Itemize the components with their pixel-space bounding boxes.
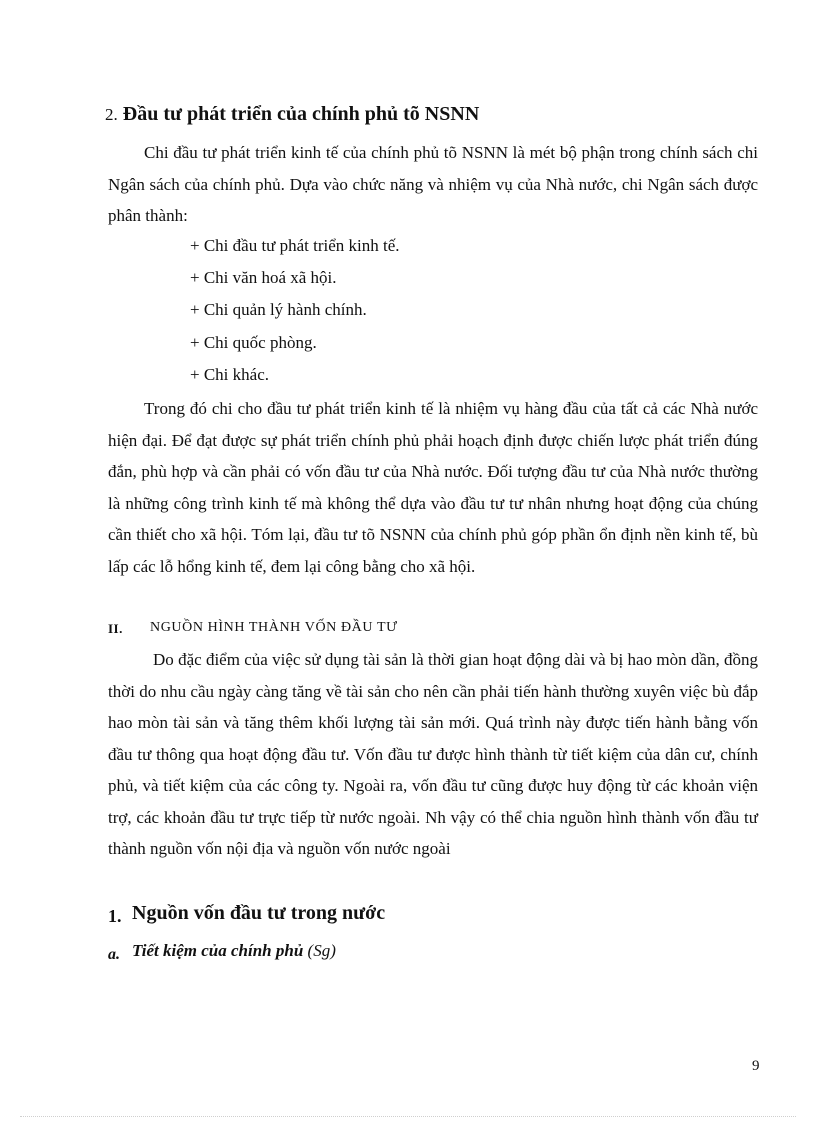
list-item: + Chi quốc phòng. <box>190 333 317 352</box>
list-item: + Chi văn hoá xã hội. <box>190 268 337 287</box>
list-item: + Chi khác. <box>190 365 269 384</box>
heading-1-text: Nguồn vốn đầu tư trong nước <box>132 902 386 924</box>
paragraph-2: Trong đó chi cho đầu tư phát triển kinh tế là nhiệm vụ hàng đầu của tất cả các Nhà nước hiện đại. Để đạt được sự phát triển chính phủ phải hoạch định được chiến lược phát triển đúng đắn, phù hợp và cần phải có vốn đầu tư của Nhà nước. Đối tượng đầu tư của Nhà nước thường là những công trình kinh tế mà không thể dựa vào đầu tư tư nhân nhưng hoạt động của chúng cần thiết cho xã hội. Tóm lại, đầu tư tõ NSNN của chính phủ góp phần ổn định nền kinh tế, bù lấp các lỗ hổng kinh tế, đem lại công bằng cho xã hội. <box>108 399 758 576</box>
heading-2-text: Đầu tư phát triển của chính phủ tõ NSNN <box>122 103 480 125</box>
paragraph-1: Chi đầu tư phát triển kinh tế của chính phủ tõ NSNN là mét bộ phận trong chính sách chi Ngân sách của chính phủ. Dựa vào chức năng và nhiệm vụ của Nhà nước, chi Ngân sách được phân thành: <box>108 143 758 225</box>
section-title: NGUỒN HÌNH THÀNH VỐN ĐẦU TƯ <box>150 620 398 635</box>
heading-2-number: 2. <box>105 105 118 124</box>
section-roman-numeral: II. <box>108 621 123 636</box>
heading-3-symbol: (Sg) <box>307 941 336 960</box>
page-bottom-border <box>20 1116 796 1117</box>
list-item: + Chi đầu tư phát triển kinh tế. <box>190 236 400 255</box>
heading-3-text: Tiết kiệm của chính phủ <box>132 941 304 960</box>
heading-1-number: 1. <box>108 906 122 926</box>
paragraph-3: Do đặc điểm của việc sử dụng tài sản là thời gian hoạt động dài và bị hao mòn dần, đồng thời do nhu cầu ngày càng tăng về tài sản cho nên cần phải tiến hành thường xuyên việc bù đắp hao mòn tài sản và tăng thêm khối lượng tài sản mới. Quá trình này được tiến hành bằng vốn đầu tư thông qua hoạt động đầu tư. Vốn đầu tư được hình thành từ tiết kiệm của dân cư, chính phủ, và tiết kiệm của các công ty. Ngoài ra, vốn đầu tư cũng được huy động từ các khoản viện trợ, các khoản đầu tư trực tiếp từ nước ngoài. Nh vậy có thể chia nguồn hình thành vốn đầu tư thành nguồn vốn nội địa và nguồn vốn nước ngoài <box>108 650 758 858</box>
page-number: 9 <box>752 1058 760 1074</box>
heading-3-letter: a. <box>108 946 120 963</box>
section-heading-2 <box>105 103 479 126</box>
list-item: + Chi quản lý hành chính. <box>190 300 367 319</box>
heading-3 <box>132 941 336 961</box>
